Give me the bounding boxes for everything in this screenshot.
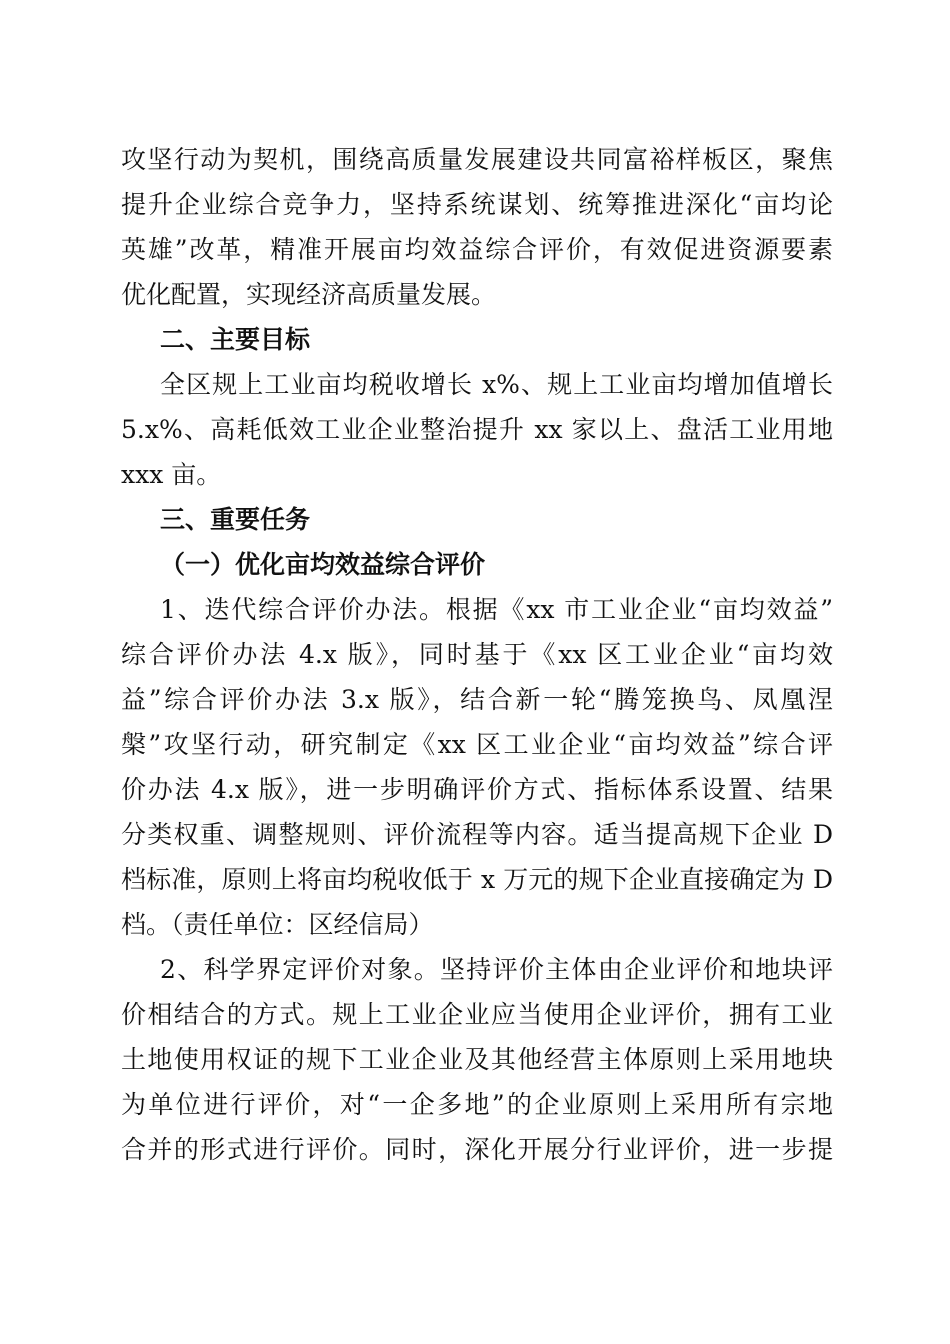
goals-line-2: 5.x%、高耗低效工业企业整治提升 xx 家以上、盘活工业用地: [121, 415, 833, 444]
item1-line-4: 槃”攻坚行动，研究制定《xx 区工业企业“亩均效益”综合评: [121, 730, 833, 759]
item1-line-6: 分类权重、调整规则、评价流程等内容。适当提高规下企业 D: [121, 820, 833, 849]
item2-line-2: 价相结合的方式。规上工业企业应当使用企业评价，拥有工业: [121, 1000, 833, 1029]
item1-line-7: 档标准，原则上将亩均税收低于 x 万元的规下企业直接确定为 D: [121, 865, 833, 894]
subsection-heading: （一）优化亩均效益综合评价: [160, 550, 486, 579]
intro-line-2: 提升企业综合竞争力，坚持系统谋划、统筹推进深化“亩均论: [121, 190, 833, 219]
goals-line-3: xxx 亩。: [121, 460, 222, 489]
goals-line-1: 全区规上工业亩均税收增长 x%、规上工业亩均增加值增长: [160, 370, 833, 399]
item1-line-2: 综合评价办法 4.x 版》，同时基于《xx 区工业企业“亩均效: [121, 640, 833, 669]
item2-line-3: 土地使用权证的规下工业企业及其他经营主体原则上采用地块: [121, 1045, 833, 1074]
item1-line-3: 益”综合评价办法 3.x 版》，结合新一轮“腾笼换鸟、凤凰涅: [121, 685, 833, 714]
intro-line-1: 攻坚行动为契机，围绕高质量发展建设共同富裕样板区，聚焦: [121, 145, 833, 174]
item1-line-1: 1、迭代综合评价办法。根据《xx 市工业企业“亩均效益”: [160, 595, 833, 624]
section-heading-tasks: 三、重要任务: [160, 505, 311, 534]
item2-line-1: 2、科学界定评价对象。坚持评价主体由企业评价和地块评: [160, 955, 833, 984]
item1-line-5: 价办法 4.x 版》，进一步明确评价方式、指标体系设置、结果: [121, 775, 833, 804]
section-heading-goals: 二、主要目标: [160, 325, 311, 354]
item2-line-5: 合并的形式进行评价。同时，深化开展分行业评价，进一步提: [121, 1135, 833, 1164]
item1-line-8: 档。（责任单位：区经信局）: [121, 910, 434, 939]
intro-line-4: 优化配置，实现经济高质量发展。: [121, 280, 497, 309]
item2-line-4: 为单位进行评价，对“一企多地”的企业原则上采用所有宗地: [121, 1090, 833, 1119]
intro-line-3: 英雄”改革，精准开展亩均效益综合评价，有效促进资源要素: [121, 235, 833, 264]
